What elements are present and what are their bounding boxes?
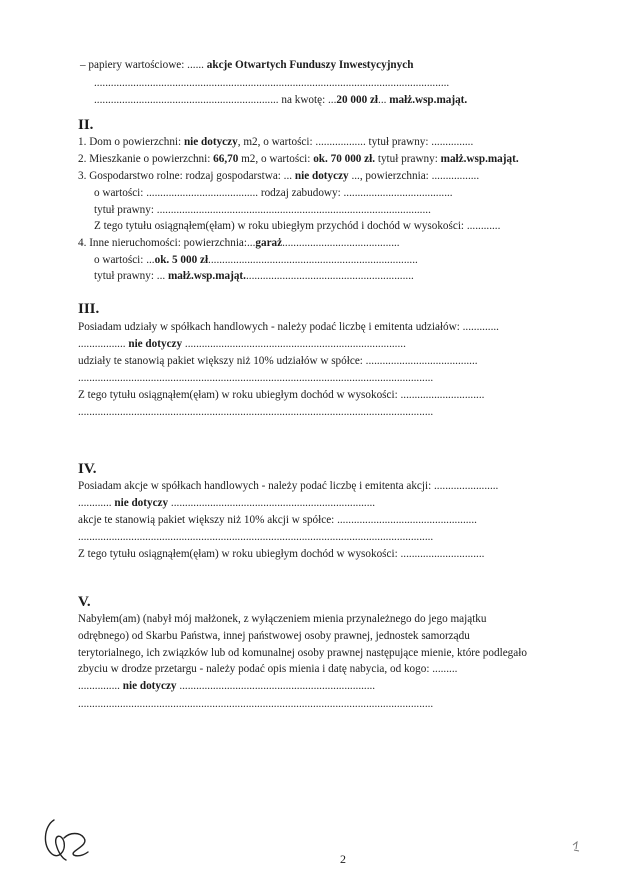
acquisition-answer-line: ............... nie dotyczy ...................................................................... <box>78 680 376 692</box>
acquisition-text-line: zbyciu w drodze przetargu - należy podać opis mienia i datę nabycia, od kogo: ......... <box>78 663 458 675</box>
farm-title-line: tytuł prawny: .................................................................................................. <box>94 204 431 216</box>
stocks-package-line: akcje te stanowią pakiet większy niż 10% akcji w spółce: .................................................. <box>78 514 477 526</box>
other-property-value-line: o wartości: ...ok. 5 000 zł........................................................................... <box>94 254 418 266</box>
acquisition-text-line: terytorialnego, ich związków lub od komunalnej osoby prawnej następujące mienie, które podlegało <box>78 647 527 659</box>
shares-line: Posiadam udziały w spółkach handlowych - należy podać liczbę i emitenta udziałów: ............. <box>78 321 499 333</box>
dotted-line: ............................................................................................................................... <box>78 406 434 418</box>
shares-answer-line: ................. nie dotyczy ............................................................................... <box>78 338 406 350</box>
section-heading-iv: IV. <box>78 461 97 477</box>
stocks-line: Posiadam akcje w spółkach handlowych - należy podać liczbę i emitenta akcji: ....................... <box>78 480 499 492</box>
stocks-income-line: Z tego tytułu osiągnąłem(ęłam) w roku ubiegłym dochód w wysokości: .............................. <box>78 548 485 560</box>
dotted-line: ............................................................................................................................... <box>94 77 450 89</box>
dotted-line: ............................................................................................................................... <box>78 698 434 710</box>
other-property-line: 4. Inne nieruchomości: powierzchnia:...garaż.......................................... <box>78 237 400 249</box>
amount-line: .................................................................. na kwotę: ...20 000 zł... małż.wsp.mająt. <box>94 94 468 106</box>
page-number: 2 <box>340 852 346 866</box>
dotted-line: ............................................................................................................................... <box>78 372 434 384</box>
stocks-answer-line: ............ nie dotyczy ......................................................................... <box>78 497 376 509</box>
acquisition-text-line: Nabyłem(am) (nabył mój małżonek, z wyłączeniem mienia przynależnego do jego majątku <box>78 613 487 625</box>
other-property-title-line: tytuł prawny: ... małż.wsp.mająt............................................................. <box>94 270 414 282</box>
shares-income-line: Z tego tytułu osiągnąłem(ęłam) w roku ubiegłym dochód w wysokości: .............................. <box>78 389 485 401</box>
farm-value-line: o wartości: ........................................ rodzaj zabudowy: ....................................... <box>94 187 453 199</box>
house-line: 1. Dom o powierzchni: nie dotyczy, m2, o wartości: .................. tytuł prawny: ............... <box>78 136 474 148</box>
farm-income-line: Z tego tytułu osiągnąłem(ęłam) w roku ubiegłym przychód i dochód w wysokości: ............ <box>94 220 501 232</box>
shares-package-line: udziały te stanowią pakiet większy niż 10% udziałów w spółce: ........................................ <box>78 355 478 367</box>
scan-mark-icon <box>570 840 584 854</box>
acquisition-text-line: odrębnego) od Skarbu Państwa, innej państwowej osoby prawnej, jednostek samorządu <box>78 630 470 642</box>
apartment-line: 2. Mieszkanie o powierzchni: 66,70 m2, o wartości: ok. 70 000 zł. tytuł prawny: małż.wsp.mająt. <box>78 153 519 165</box>
section-heading-iii: III. <box>78 301 100 317</box>
farm-line: 3. Gospodarstwo rolne: rodzaj gospodarstwa: ... nie dotyczy ..., powierzchnia: ................. <box>78 170 480 182</box>
section-heading-ii: II. <box>78 117 94 133</box>
securities-line: – papiery wartościowe: ...... akcje Otwartych Funduszy Inwestycyjnych <box>80 59 414 71</box>
handwritten-initials-signature <box>40 812 100 862</box>
section-heading-v: V. <box>78 594 91 610</box>
dotted-line: ............................................................................................................................... <box>78 531 434 543</box>
